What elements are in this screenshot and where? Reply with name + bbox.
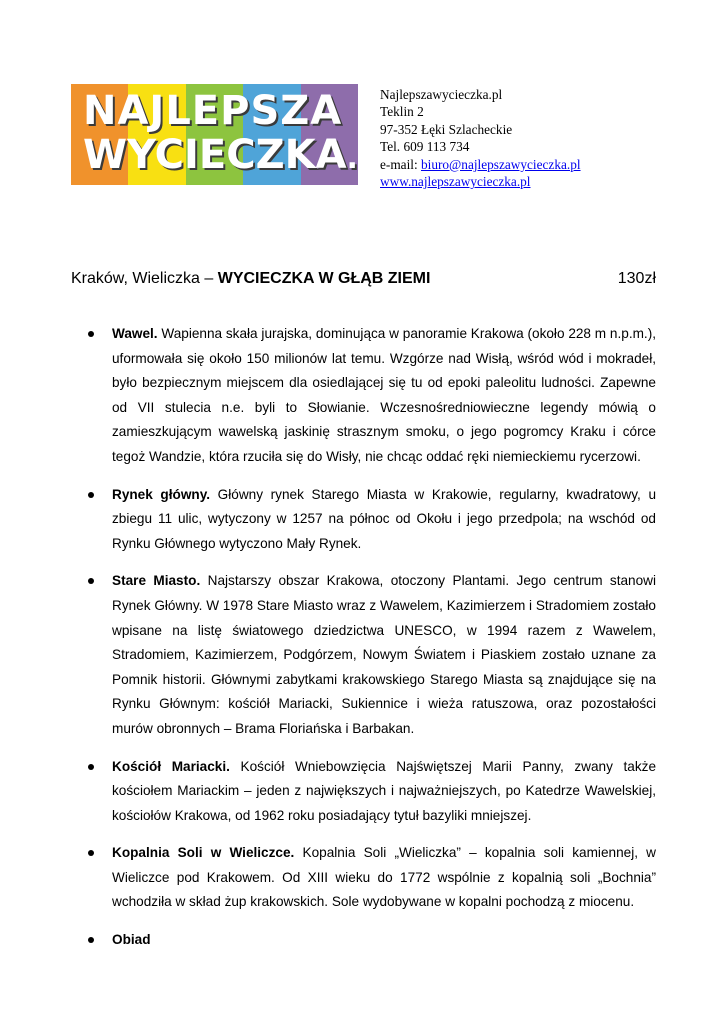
- itinerary-item: [88, 322, 656, 470]
- item-name: Rynek główny.: [112, 486, 211, 502]
- website-link[interactable]: www.najlepszawycieczka.pl: [380, 174, 531, 190]
- bullet-icon: [88, 937, 94, 943]
- bullet-icon: [88, 331, 94, 337]
- item-description: Kościół Wniebowzięcia Najświętszej Marii Panny, zwany także kościołem Mariackim – jeden z największych i najważniejszych, po Katedrze Wawelskiej, kościołów Krakowa, od 1962 roku posiadający tytuł bazyliki mniejszej.: [112, 758, 657, 823]
- item-name: Kopalnia Soli w Wieliczce.: [112, 845, 295, 861]
- logo-line-2: [83, 132, 358, 178]
- phone-number: Tel. 609 113 734: [380, 139, 470, 155]
- email-line: [380, 156, 581, 173]
- trip-title: [71, 270, 430, 288]
- item-name: Kościół Mariacki.: [112, 758, 230, 774]
- trip-title-row: [71, 270, 656, 288]
- logo-wordmark: [71, 84, 358, 185]
- company-name: Najlepszawycieczka.pl: [380, 87, 503, 102]
- company-logo: [71, 84, 358, 185]
- bullet-icon: [88, 764, 94, 770]
- logo-word: WYCIECZKA: [83, 132, 347, 178]
- itinerary-item: [88, 841, 656, 915]
- trip-title-main: WYCIECZKA W GŁĄB ZIEMI: [217, 270, 431, 287]
- itinerary-list: [88, 322, 656, 966]
- itinerary-item: [88, 483, 656, 557]
- city-address: 97-352 Łęki Szlacheckie: [380, 121, 513, 137]
- bullet-icon: [88, 850, 94, 856]
- bullet-icon: [88, 492, 94, 498]
- email-label: e-mail:: [380, 156, 421, 172]
- item-description: Główny rynek Starego Miasta w Krakowie, regularny, kwadratowy, u zbiegu 11 ulic, wytyczony w 1257 na północ od Okołu i jego przedpola; na wschód od Rynku Głównego wytyczono Mały Rynek.: [112, 486, 657, 551]
- item-description: Kopalnia Soli „Wieliczka” – kopalnia soli kamiennej, w Wieliczce pod Krakowem. Od XIII wieku do 1772 wspólnie z kopalnią soli „Bochnia” wchodziła w skład żup krakowskich. Sole wydobywane w kopalni pochodzą z miocenu.: [112, 845, 656, 910]
- trip-title-prefix: Kraków, Wieliczka –: [71, 270, 218, 287]
- email-link[interactable]: biuro@najlepszawycieczka.pl: [420, 156, 581, 172]
- logo-dot: .: [346, 141, 358, 176]
- item-description: Wapienna skała jurajska, dominująca w panoramie Krakowa (około 228 m n.p.m.), uformowała się około 150 milionów lat temu. Wzgórze nad Wisłą, wśród wód i mokradeł, było bezpiecznym miejscem dla osiedlającej się tu od epoki paleolitu ludności. Zapewne od VII stulecia n.e. byli to Słowianie. Wczesnośredniowieczne legendy mówią o zamieszkującym wawelską jaskinię strasznym smoku, o jego pogromcy Kraku i córce tegoż Wandzie, która rzuciła się do Wisły, nie chcąc oddać ręki niemieckiemu rycerzowi.: [112, 326, 656, 464]
- item-description: Najstarszy obszar Krakowa, otoczony Plantami. Jego centrum stanowi Rynek Główny. W 1978 Stare Miasto wraz z Wawelem, Kazimierzem i Stradomiem zostało wpisane na listę światowego dziedzictwa UNESCO, w 1994 razem z Wawelem, Stradomiem, Kazimierzem, Podgórzem, Nowym Światem i Piaskiem zostało uznane za Pomnik historii. Głównymi zabytkami krakowskiego Starego Miasta są znajdujące się na Rynku Głównym: kościół Mariacki, Sukiennice i wieża ratuszowa, oraz pozostałości murów obronnych – Brama Floriańska i Barbakan.: [112, 573, 656, 736]
- item-name: Obiad: [112, 932, 151, 948]
- trip-price: 130zł: [617, 270, 656, 287]
- itinerary-item: [88, 928, 656, 953]
- itinerary-item: [88, 755, 656, 829]
- itinerary-item: [88, 569, 656, 741]
- bullet-icon: [88, 578, 94, 584]
- contact-block: [380, 86, 581, 190]
- street-address: Teklin 2: [380, 104, 424, 120]
- item-name: Wawel.: [112, 326, 158, 341]
- logo-line-1: NAJLEPSZA: [83, 88, 343, 134]
- website-line: [380, 173, 581, 190]
- item-name: Stare Miasto.: [112, 573, 201, 589]
